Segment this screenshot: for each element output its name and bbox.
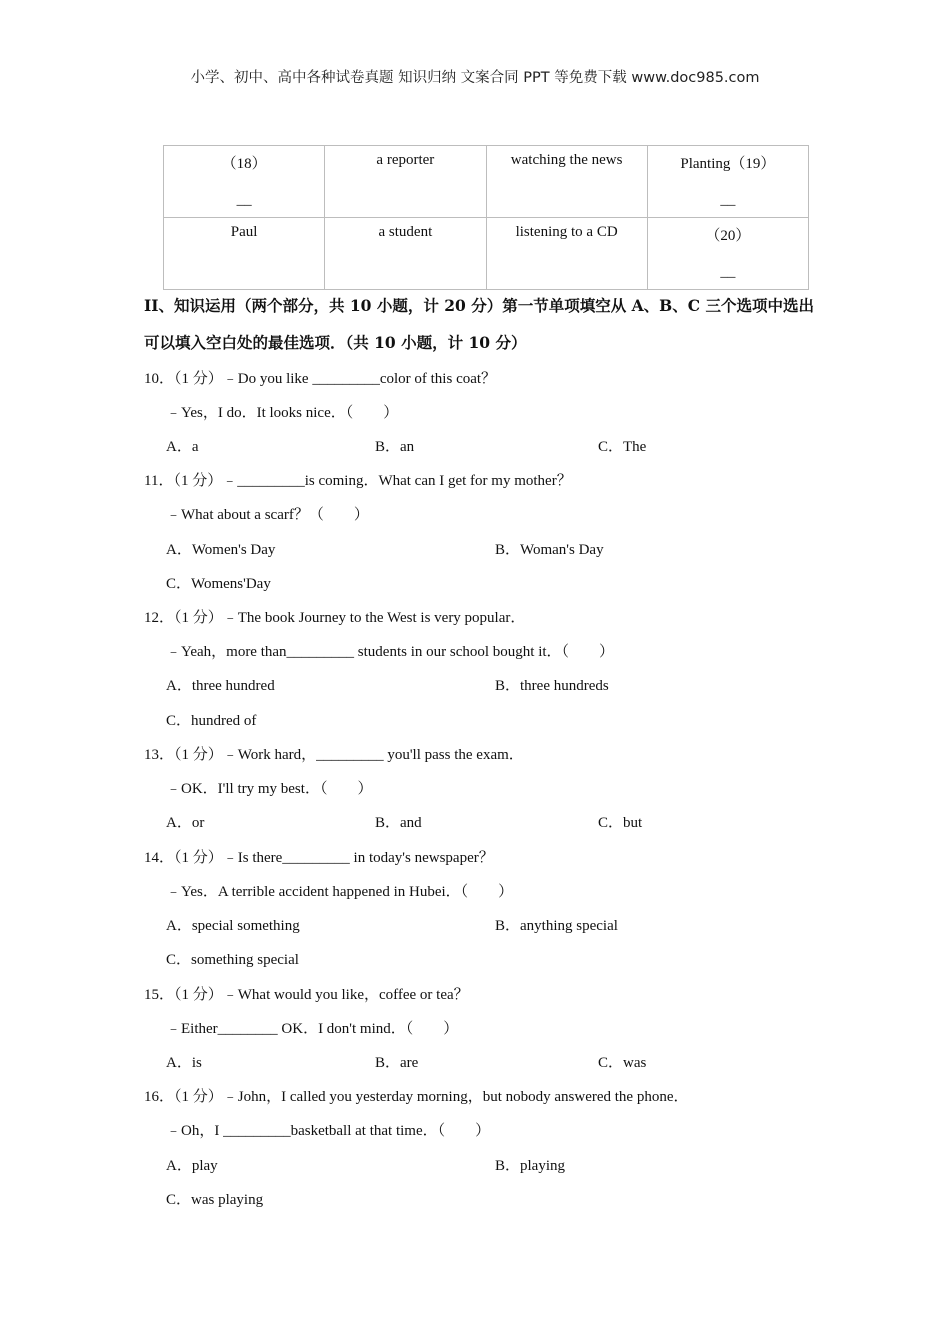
table-cell: listening to a CD [486, 218, 647, 290]
question-stem: 10．（1 分）﹣Do you like _________color of this coat？ [144, 371, 497, 387]
option-b: B．and [375, 815, 422, 831]
info-table [163, 145, 809, 290]
question-reply: ﹣Yes，I do．It looks nice．（ ） [166, 405, 399, 421]
answer-blank: __ [236, 192, 252, 208]
option-a: A．special something [166, 918, 300, 934]
option-c: C．was playing [166, 1192, 264, 1208]
option-a: A．or [166, 815, 205, 831]
table-cell: watching the news [486, 146, 647, 218]
option-b: B．playing [495, 1158, 565, 1174]
option-b: B．Woman's Day [495, 542, 604, 558]
question-reply: ﹣Oh，I _________basketball at that time．（ ） [166, 1123, 491, 1139]
table-cell: Planting（19） __ [647, 146, 808, 218]
option-a: A．Women's Day [166, 542, 276, 558]
option-c: C．Womens'Day [166, 576, 271, 592]
option-c: C．The [598, 439, 647, 455]
option-a: A．a [166, 439, 199, 455]
option-a: A．is [166, 1055, 202, 1071]
table-cell: a reporter [325, 146, 486, 218]
section-heading: II、知识运用（两个部分，共 10 小题，计 20 分）第一节单项填空从 A、B、C 三个选项中选出可以填入空白处的最佳选项．（共 10 小题，计 10 分） [144, 296, 814, 352]
option-b: B．three hundreds [495, 678, 609, 694]
option-b: B．are [375, 1055, 419, 1071]
option-c: C．something special [166, 952, 299, 968]
option-b: B．an [375, 439, 415, 455]
question-stem: 15．（1 分）﹣What would you like，coffee or tea？ [144, 987, 469, 1003]
answer-blank: __ [720, 192, 736, 208]
page-header: 小学、初中、高中各种试卷真题 知识归纳 文案合同 PPT 等免费下载 www.doc985.com [190, 70, 760, 86]
question-stem: 11．（1 分）﹣_________is coming．What can I get for my mother？ [144, 473, 572, 489]
table-cell: （20） __ [647, 218, 808, 290]
question-stem: 12．（1 分）﹣The book Journey to the West is very popular． [144, 610, 526, 626]
table-row [164, 146, 809, 218]
question-stem: 14．（1 分）﹣Is there_________ in today's newspaper？ [144, 850, 494, 866]
question-reply: ﹣Yes．A terrible accident happened in Hubei．（ ） [166, 884, 514, 900]
table-cell: （18） __ [164, 146, 325, 218]
table-cell: a student [325, 218, 486, 290]
option-a: A．three hundred [166, 678, 275, 694]
answer-blank: __ [720, 264, 736, 280]
table-row [164, 218, 809, 290]
question-reply: ﹣What about a scarf？（ ） [166, 507, 369, 523]
question-reply: ﹣Yeah，more than_________ students in our school bought it．（ ） [166, 644, 615, 660]
question-stem: 13．（1 分）﹣Work hard，_________ you'll pass the exam． [144, 747, 524, 763]
option-a: A．play [166, 1158, 218, 1174]
question-reply: ﹣Either________ OK．I don't mind．（ ） [166, 1021, 459, 1037]
option-c: C．was [598, 1055, 647, 1071]
question-reply: ﹣OK．I'll try my best．（ ） [166, 781, 373, 797]
option-c: C．hundred of [166, 713, 257, 729]
option-c: C．but [598, 815, 643, 831]
option-b: B．anything special [495, 918, 618, 934]
question-stem: 16．（1 分）﹣John，I called you yesterday morning，but nobody answered the phone． [144, 1089, 689, 1105]
table-cell: Paul [164, 218, 325, 290]
